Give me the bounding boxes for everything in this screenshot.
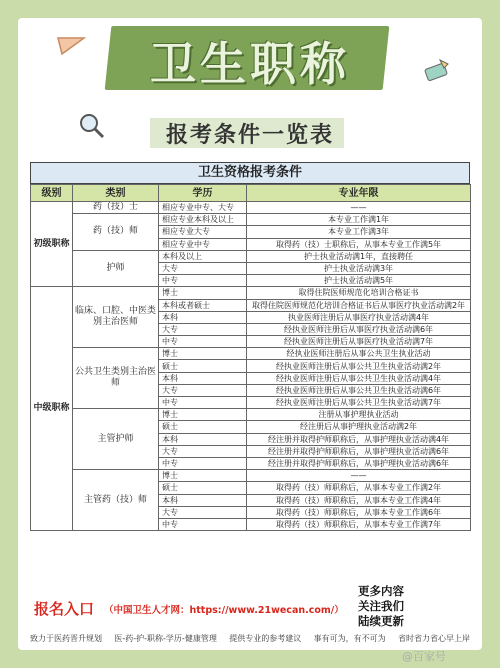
table-row xyxy=(31,287,471,299)
requirement-cell: 执业医师注册后从事医疗执业活动满4年 xyxy=(247,311,471,323)
education-cell: 硕士 xyxy=(159,421,247,433)
requirement-cell: 经注册并取得护师职称后，从事护理执业活动满6年 xyxy=(247,445,471,457)
education-cell: 大专 xyxy=(159,506,247,518)
more-info xyxy=(358,584,404,629)
slogan: 医-药-护-职称-学历-健康管理 xyxy=(114,633,217,643)
requirement-cell: 经执业医师注册后从事医疗执业活动满6年 xyxy=(247,323,471,335)
slogan: 提供专业的参考建议 xyxy=(229,633,302,643)
education-cell: 中专 xyxy=(159,397,247,409)
education-cell: 本科或者硕士 xyxy=(159,299,247,311)
apply-url[interactable]: （中国卫生人才网：https://www.21wecan.com/） xyxy=(104,605,344,616)
education-cell: 博士 xyxy=(159,409,247,421)
category-cell: 护师 xyxy=(73,250,159,287)
requirement-cell: 经执业医师注册后从事公共卫生执业活动满6年 xyxy=(247,384,471,396)
page-title: 卫生职称 xyxy=(150,37,350,91)
bottom-slogans xyxy=(30,631,470,645)
category-cell: 公共卫生类别主治医师 xyxy=(73,348,159,409)
category-cell: 临床、口腔、中医类别主治医师 xyxy=(73,287,159,348)
requirement-cell: 护士执业活动满3年 xyxy=(247,262,471,274)
requirement-cell: 经注册并取得护师职称后，从事护理执业活动满4年 xyxy=(247,433,471,445)
more-line: 更多内容 xyxy=(358,584,404,598)
education-cell: 本科 xyxy=(159,372,247,384)
education-cell: 本科及以上 xyxy=(159,250,247,262)
requirement-cell: 取得药（技）士职称后，从事本专业工作满5年 xyxy=(247,238,471,250)
slogan: 致力于医药晋升规划 xyxy=(30,633,102,643)
requirement-cell: 经执业医师注册后从事医疗执业活动满7年 xyxy=(247,336,471,348)
education-cell: 中专 xyxy=(159,336,247,348)
column-header: 学历 xyxy=(159,185,247,202)
more-line: 关注我们 xyxy=(358,599,404,613)
education-cell: 中专 xyxy=(159,518,247,530)
column-header: 专业年限 xyxy=(247,185,471,202)
table-row xyxy=(31,202,471,214)
requirement-cell: 取得药（技）师职称后，从事本专业工作满4年 xyxy=(247,494,471,506)
requirement-cell: —— xyxy=(247,470,471,482)
requirement-cell: 取得药（技）师职称后，从事本专业工作满6年 xyxy=(247,506,471,518)
education-cell: 博士 xyxy=(159,348,247,360)
requirement-cell: 经执业医师注册后从事公共卫生执业活动满2年 xyxy=(247,360,471,372)
watermark: @百家号 xyxy=(402,650,446,663)
education-cell: 中专 xyxy=(159,275,247,287)
category-cell: 药（技）师 xyxy=(73,214,159,251)
education-cell: 硕士 xyxy=(159,482,247,494)
requirement-cell: 取得住院医师规范化培训合格证书 xyxy=(247,287,471,299)
requirement-cell: 经执业医师注册后从事公共卫生执业活动满7年 xyxy=(247,397,471,409)
requirement-cell: 经注册并取得护师职称后，从事护理执业活动满6年 xyxy=(247,457,471,469)
education-cell: 大专 xyxy=(159,445,247,457)
requirement-cell: 注册从事护理执业活动 xyxy=(247,409,471,421)
education-cell: 相应专业中专、大专 xyxy=(159,202,247,214)
column-header: 级别 xyxy=(31,185,73,202)
level-cell: 初级职称 xyxy=(31,202,73,287)
page-subtitle: 报考条件一览表 xyxy=(165,123,334,148)
education-cell: 大专 xyxy=(159,262,247,274)
table-row xyxy=(31,470,471,482)
requirement-cell: 本专业工作满3年 xyxy=(247,226,471,238)
education-cell: 中专 xyxy=(159,457,247,469)
requirement-cell: 护士执业活动满5年 xyxy=(247,275,471,287)
column-header: 类别 xyxy=(73,185,159,202)
more-line: 陆续更新 xyxy=(358,614,404,628)
level-cell: 中级职称 xyxy=(31,287,73,531)
education-cell: 相应专业中专 xyxy=(159,238,247,250)
category-cell: 主管药（技）师 xyxy=(73,470,159,531)
requirements-table xyxy=(30,184,471,531)
category-cell: 主管护师 xyxy=(73,409,159,470)
education-cell: 相应专业本科及以上 xyxy=(159,214,247,226)
education-cell: 硕士 xyxy=(159,360,247,372)
category-cell: 药（技）士 xyxy=(73,202,159,214)
education-cell: 本科 xyxy=(159,311,247,323)
education-cell: 大专 xyxy=(159,384,247,396)
requirement-cell: 经执业医师注册后从事公共卫生执业活动满4年 xyxy=(247,372,471,384)
table-row xyxy=(31,250,471,262)
table-row xyxy=(31,214,471,226)
requirement-cell: 取得药（技）师职称后，从事本专业工作满7年 xyxy=(247,518,471,530)
requirement-cell: 本专业工作满1年 xyxy=(247,214,471,226)
requirement-cell: 取得药（技）师职称后，从事本专业工作满2年 xyxy=(247,482,471,494)
slogan: 省时省力省心早上岸 xyxy=(398,633,470,643)
requirement-cell: 取得住院医师规范化培训合格证书后从事医疗执业活动满2年 xyxy=(247,299,471,311)
education-cell: 本科 xyxy=(159,494,247,506)
education-cell: 博士 xyxy=(159,287,247,299)
slogan: 事有可为，有不可为 xyxy=(313,633,386,643)
education-cell: 相应专业大专 xyxy=(159,226,247,238)
requirement-cell: 经执业医师注册后从事公共卫生执业活动 xyxy=(247,348,471,360)
requirement-cell: 护士执业活动满1年，直接聘任 xyxy=(247,250,471,262)
table-header-row xyxy=(31,185,471,202)
table-row xyxy=(31,348,471,360)
education-cell: 博士 xyxy=(159,470,247,482)
requirement-cell: —— xyxy=(247,202,471,214)
education-cell: 大专 xyxy=(159,323,247,335)
table-row xyxy=(31,409,471,421)
requirement-cell: 经注册后从事护理执业活动满2年 xyxy=(247,421,471,433)
education-cell: 本科 xyxy=(159,433,247,445)
apply-label: 报名入口 xyxy=(34,600,95,618)
table-title: 卫生资格报考条件 xyxy=(30,162,470,184)
